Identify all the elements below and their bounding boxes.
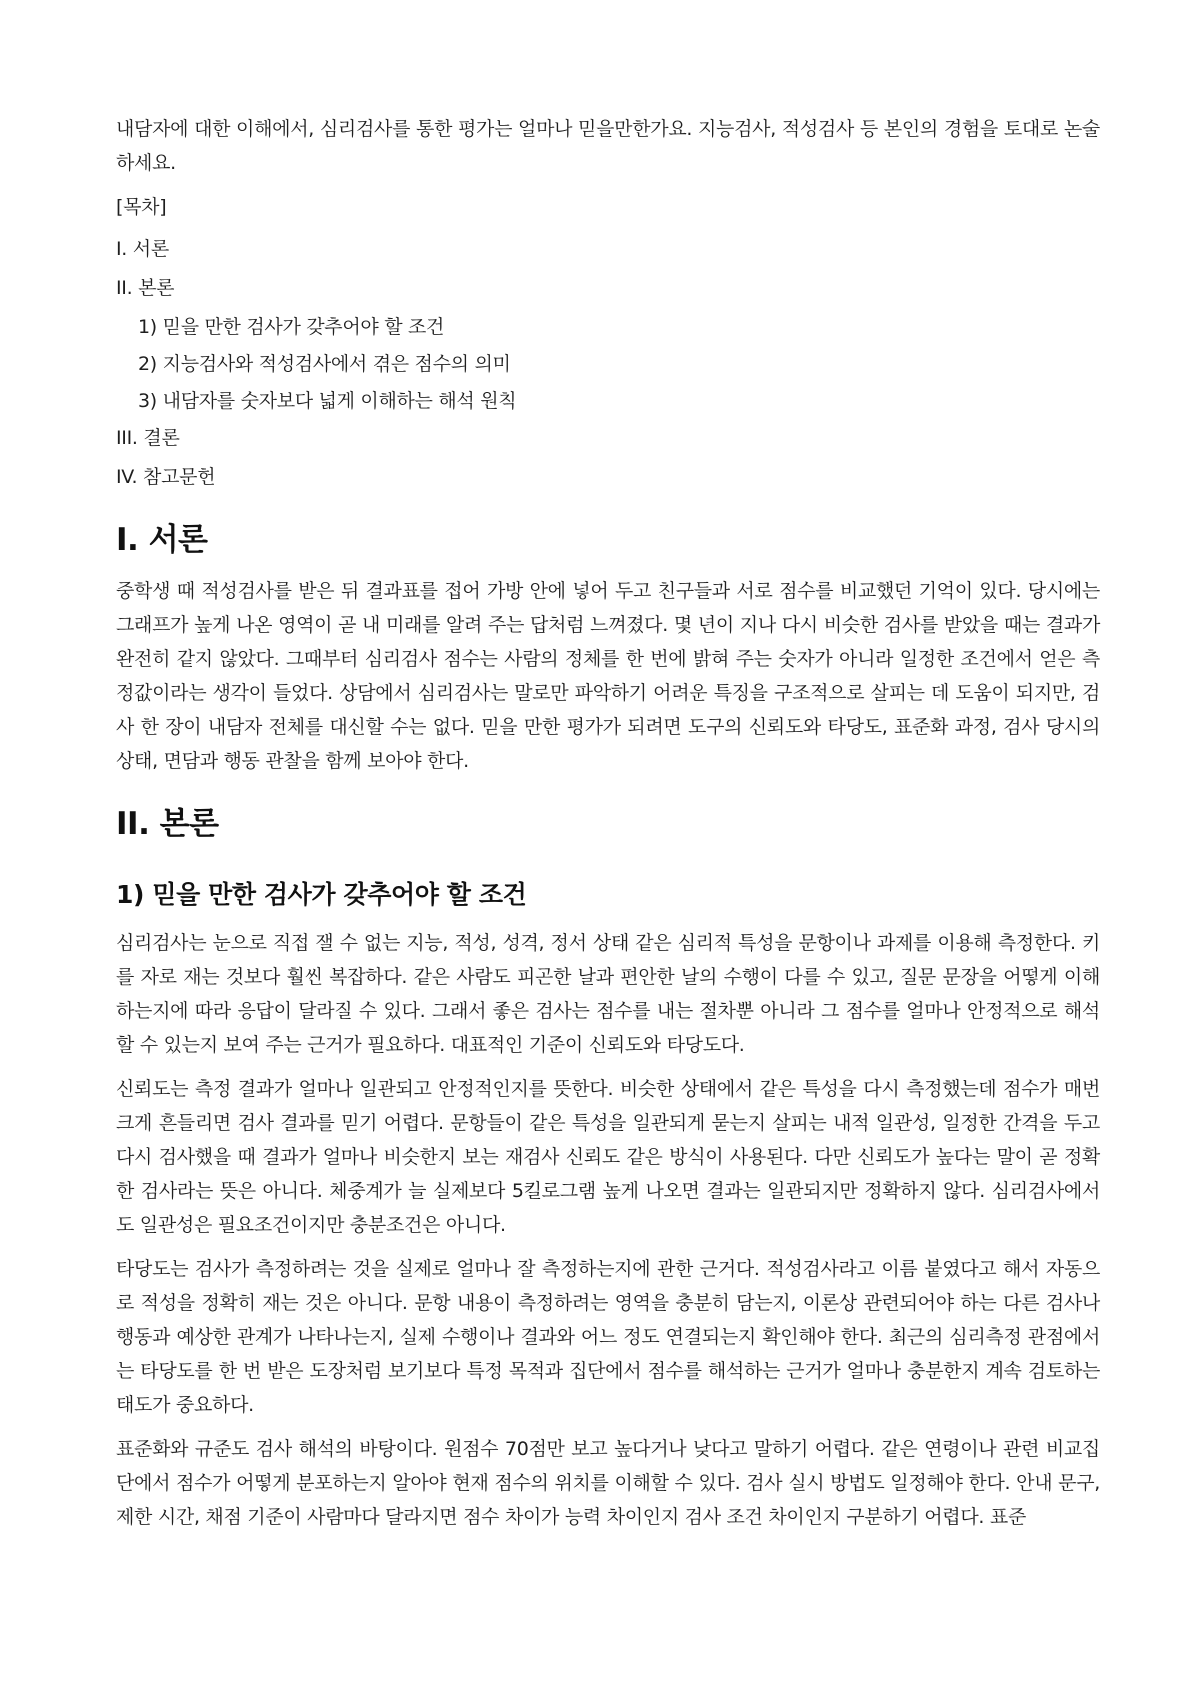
toc-item-body-3: 3) 내담자를 숫자보다 넓게 이해하는 해석 원칙 (138, 390, 517, 412)
subsection-heading-1: 1) 믿을 만한 검사가 갖추어야 할 조건 (116, 880, 527, 909)
intro-paragraph: 중학생 때 적성검사를 받은 뒤 결과표를 접어 가방 안에 넣어 두고 친구들과 서로 점수를 비교했던 기억이 있다. 당시에는 그래프가 높게 나온 영역이 곧 내 미래를 알려 주는 답처럼 느껴졌다. 몇 년이 지나 다시 비슷한 검사를 받았을 때는 결과가 완전히 같지 않았다. 그때부터 심리검사 점수는 사람의 정체를 한 번에 밝혀 주는 숫자가 아니라 일정한 조건에서 얻은 측정값이라는 생각이 들었다. 상담에서 심리검사는 말로만 파악하기 어려운 특징을 구조적으로 살피는 데 도움이 되지만, 검사 한 장이 내담자 전체를 대신할 수는 없다. 믿을 만한 평가가 되려면 도구의 신뢰도와 타당도, 표준화 과정, 검사 당시의 상태, 면담과 행동 관찰을 함께 보아야 한다. (116, 580, 1100, 772)
toc-item-references: IV. 참고문헌 (116, 466, 216, 488)
toc-item-body: II. 본론 (116, 277, 175, 299)
toc-item-intro: I. 서론 (116, 238, 169, 260)
table-of-contents (116, 190, 1100, 494)
section-heading-body: II. 본론 (116, 806, 219, 842)
body-paragraph-4: 표준화와 규준도 검사 해석의 바탕이다. 원점수 70점만 보고 높다거나 낮다고 말하기 어렵다. 같은 연령이나 관련 비교집단에서 점수가 어떻게 분포하는지 알아야 현재 점수의 위치를 이해할 수 있다. 검사 실시 방법도 일정해야 한다. 안내 문구, 제한 시간, 채점 기준이 사람마다 달라지면 점수 차이가 능력 차이인지 검사 조건 차이인지 구분하기 어렵다. 표준 (116, 1438, 1100, 1528)
document-page (116, 112, 1100, 1544)
toc-item-body-1: 1) 믿을 만한 검사가 갖추어야 할 조건 (138, 316, 445, 338)
toc-heading: [목차] (116, 196, 167, 218)
assignment-prompt: 내담자에 대한 이해에서, 심리검사를 통한 평가는 얼마나 믿을만한가요. 지능검사, 적성검사 등 본인의 경험을 토대로 논술하세요. (116, 118, 1100, 174)
toc-item-conclusion: III. 결론 (116, 427, 180, 449)
body-paragraph-3: 타당도는 검사가 측정하려는 것을 실제로 얼마나 잘 측정하는지에 관한 근거다. 적성검사라고 이름 붙였다고 해서 자동으로 적성을 정확히 재는 것은 아니다. 문항 내용이 측정하려는 영역을 충분히 담는지, 이론상 관련되어야 하는 다른 검사나 행동과 예상한 관계가 나타나는지, 실제 수행이나 결과와 어느 정도 연결되는지 확인해야 한다. 최근의 심리측정 관점에서는 타당도를 한 번 받은 도장처럼 보기보다 특정 목적과 집단에서 점수를 해석하는 근거가 얼마나 충분한지 계속 검토하는 태도가 중요하다. (116, 1258, 1100, 1416)
body-paragraph-1: 심리검사는 눈으로 직접 잴 수 없는 지능, 적성, 성격, 정서 상태 같은 심리적 특성을 문항이나 과제를 이용해 측정한다. 키를 자로 재는 것보다 훨씬 복잡하다. 같은 사람도 피곤한 날과 편안한 날의 수행이 다를 수 있고, 질문 문장을 어떻게 이해하는지에 따라 응답이 달라질 수 있다. 그래서 좋은 검사는 점수를 내는 절차뿐 아니라 그 점수를 얼마나 안정적으로 해석할 수 있는지 보여 주는 근거가 필요하다. 대표적인 기준이 신뢰도와 타당도다. (116, 932, 1100, 1056)
body-paragraph-2: 신뢰도는 측정 결과가 얼마나 일관되고 안정적인지를 뜻한다. 비슷한 상태에서 같은 특성을 다시 측정했는데 점수가 매번 크게 흔들리면 검사 결과를 믿기 어렵다. 문항들이 같은 특성을 일관되게 묻는지 살피는 내적 일관성, 일정한 간격을 두고 다시 검사했을 때 결과가 얼마나 비슷한지 보는 재검사 신뢰도 같은 방식이 사용된다. 다만 신뢰도가 높다는 말이 곧 정확한 검사라는 뜻은 아니다. 체중계가 늘 실제보다 5킬로그램 높게 나오면 결과는 일관되지만 정확하지 않다. 심리검사에서도 일관성은 필요조건이지만 충분조건은 아니다. (116, 1078, 1100, 1236)
section-heading-intro: I. 서론 (116, 522, 208, 558)
toc-item-body-2: 2) 지능검사와 적성검사에서 겪은 점수의 의미 (138, 353, 511, 375)
